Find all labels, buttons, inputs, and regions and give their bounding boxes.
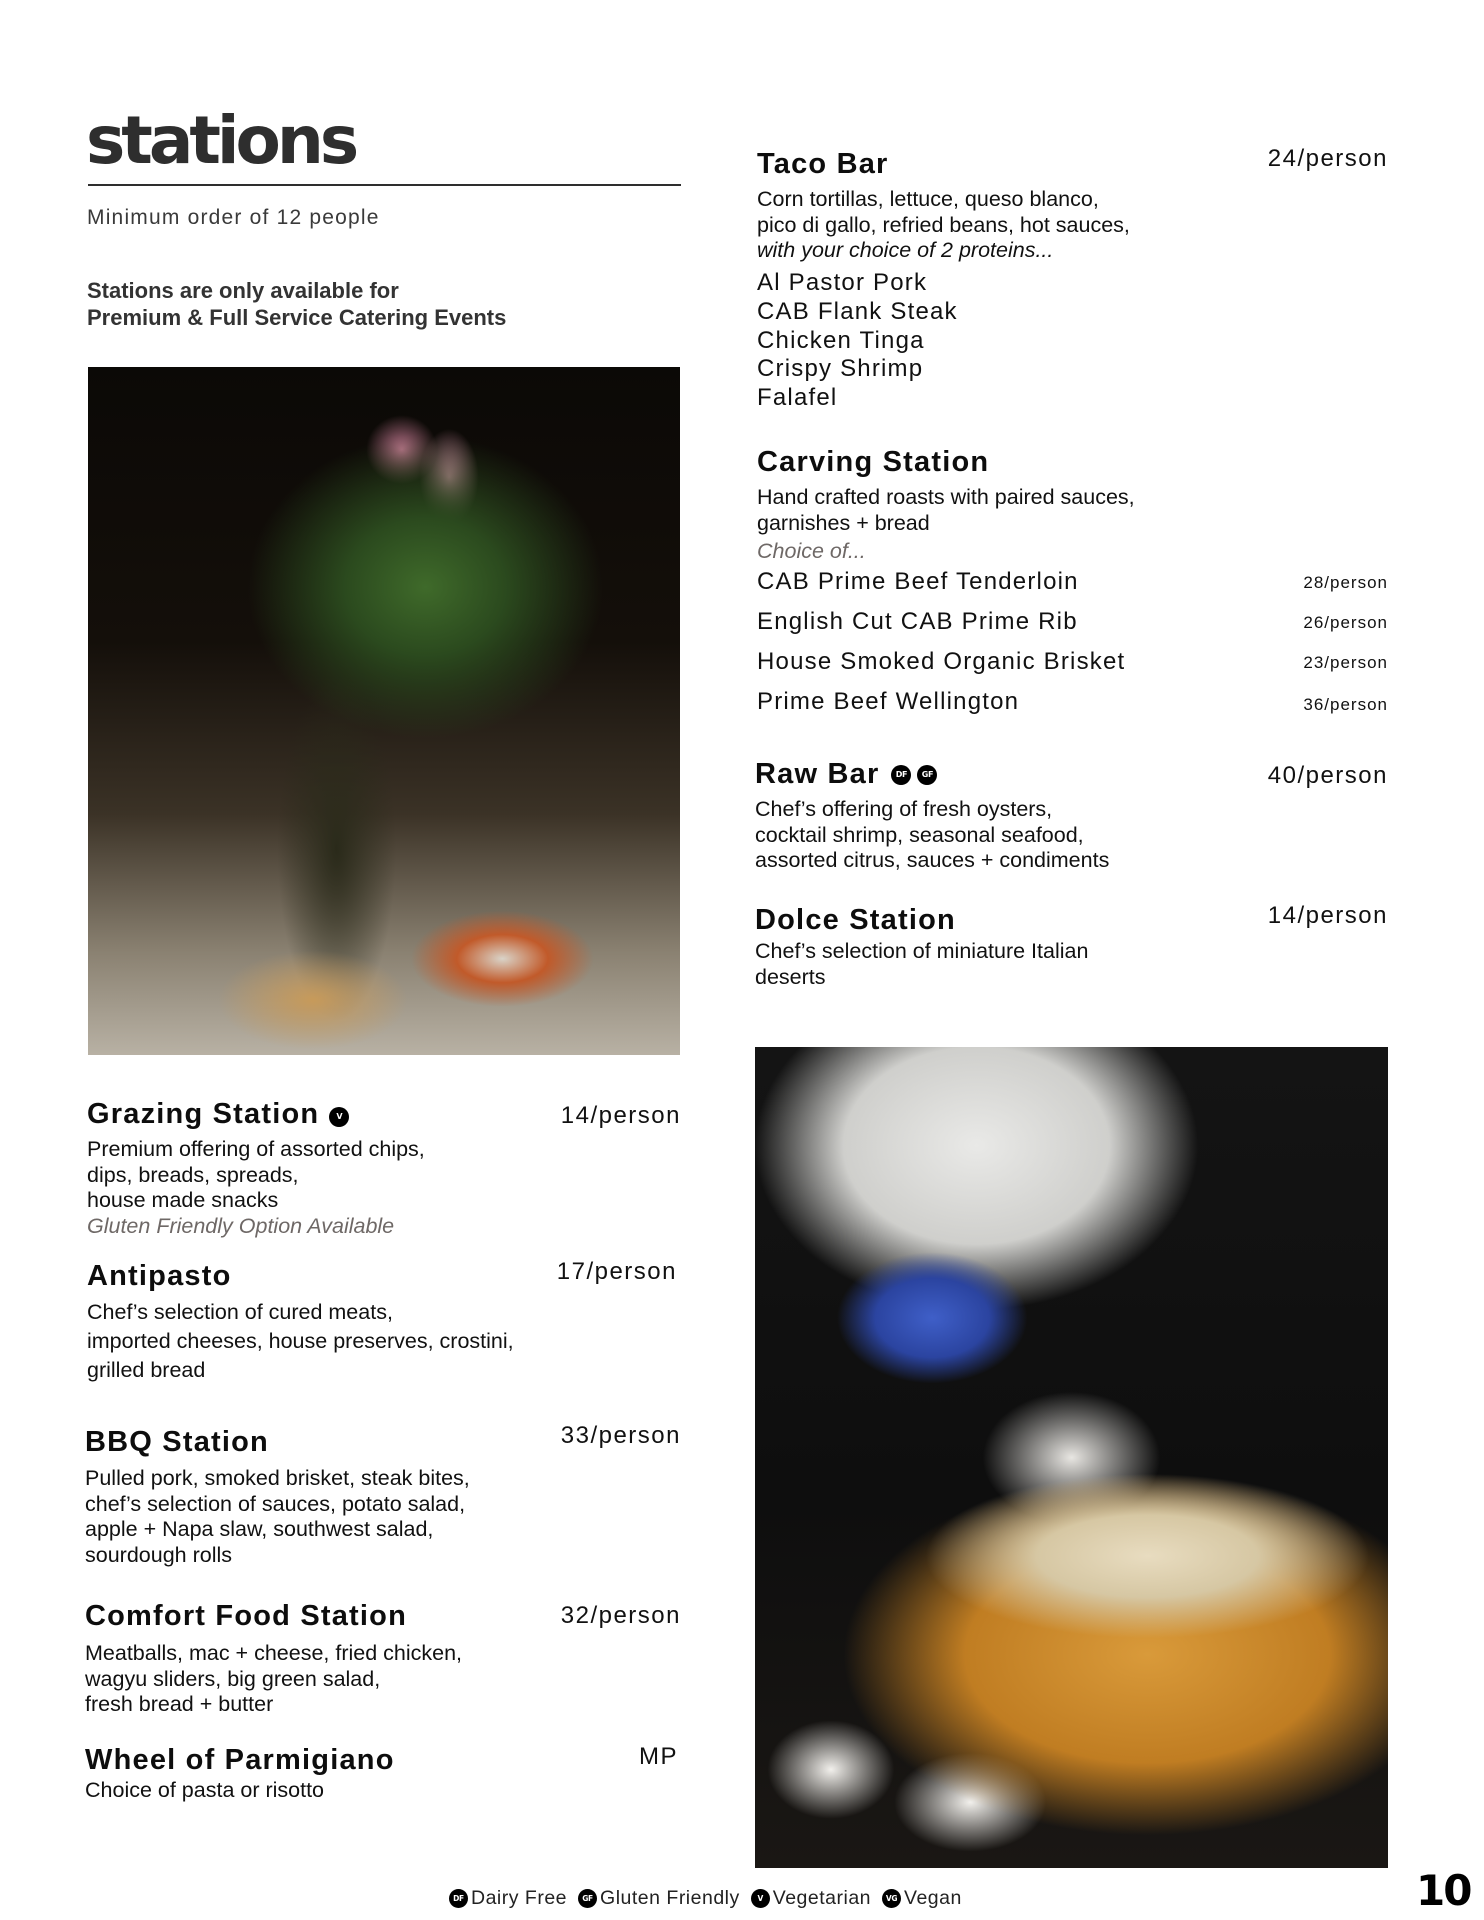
carving-option-price: 36/person: [1303, 695, 1388, 714]
carving-option-price: 28/person: [1303, 573, 1388, 592]
carving-options-list: [757, 562, 1388, 722]
taco-bar-protein-list: [757, 269, 1388, 413]
dolce-desc-2: deserts: [755, 964, 826, 989]
bbq-desc-1: Pulled pork, smoked brisket, steak bites,: [85, 1466, 470, 1490]
parmigiano-title: Wheel of Parmigiano: [85, 1744, 395, 1776]
grazing-station-price: 14/person: [560, 1102, 681, 1129]
page-title: stations: [86, 102, 356, 179]
protein-item: Crispy Shrimp: [757, 355, 924, 383]
grazing-desc-1: Premium offering of assorted chips,: [87, 1137, 425, 1161]
comfort-desc-3: fresh bread + butter: [85, 1692, 274, 1716]
raw-bar-section: [755, 760, 1388, 874]
parmigiano-section: [85, 1743, 678, 1804]
carving-option-name: English Cut CAB Prime Rib: [757, 608, 1078, 635]
bbq-station-price: 33/person: [560, 1422, 681, 1449]
taco-bar-protein-prompt: with your choice of 2 proteins...: [757, 238, 1054, 262]
grazing-station-title: Grazing Station: [87, 1098, 320, 1130]
carving-choice-note: Choice of...: [757, 539, 866, 563]
grazing-gluten-note: Gluten Friendly Option Available: [87, 1213, 395, 1238]
carving-option-row: [757, 682, 1388, 722]
raw-bar-desc-3: assorted citrus, sauces + condiments: [755, 848, 1110, 872]
bbq-desc-3: apple + Napa slaw, southwest salad,: [85, 1517, 434, 1541]
carving-option-row: [757, 642, 1388, 682]
protein-item: Chicken Tinga: [757, 326, 925, 354]
legend-label: Vegan: [904, 1887, 962, 1909]
dietary-legend: [449, 1887, 973, 1910]
antipasto-desc-3: grilled bread: [87, 1358, 206, 1382]
carving-option-name: CAB Prime Beef Tenderloin: [757, 568, 1079, 595]
carving-station-title: Carving Station: [757, 446, 990, 478]
comfort-food-title: Comfort Food Station: [85, 1600, 408, 1632]
carving-option-price: 26/person: [1303, 613, 1388, 632]
carving-option-row: [757, 562, 1388, 602]
dairy-free-badge-icon: DF: [449, 1889, 468, 1908]
bbq-desc-4: sourdough rolls: [85, 1542, 233, 1567]
vegetarian-badge-icon: V: [329, 1107, 349, 1127]
legend-item-vegetarian: [751, 1887, 871, 1910]
chef-parmigiano-photo: [755, 1047, 1388, 1868]
carving-option-name: House Smoked Organic Brisket: [757, 648, 1126, 675]
parmigiano-desc: Choice of pasta or risotto: [85, 1778, 325, 1802]
protein-item: CAB Flank Steak: [757, 297, 958, 325]
legend-label: Dairy Free: [471, 1887, 568, 1909]
legend-item-vegan: [882, 1887, 962, 1910]
dolce-station-price: 14/person: [1267, 902, 1388, 929]
taco-bar-desc-2: pico di gallo, refried beans, hot sauces,: [757, 212, 1130, 237]
antipasto-title: Antipasto: [87, 1260, 232, 1292]
title-divider: [88, 184, 681, 186]
taco-bar-desc-1: Corn tortillas, lettuce, queso blanco,: [757, 187, 1099, 211]
bbq-station-section: [85, 1422, 681, 1568]
carving-option-price: 23/person: [1303, 653, 1388, 672]
legend-item-gluten-friendly: [578, 1887, 740, 1910]
comfort-desc-1: Meatballs, mac + cheese, fried chicken,: [85, 1641, 463, 1665]
minimum-order-note: Minimum order of 12 people: [87, 206, 380, 229]
dinner-table-photo: [88, 367, 680, 1055]
legend-label: Vegetarian: [772, 1887, 872, 1909]
carving-desc-1: Hand crafted roasts with paired sauces,: [757, 485, 1135, 509]
carving-station-section: [757, 448, 1388, 722]
parmigiano-price: MP: [639, 1743, 678, 1770]
page-number: 10: [1416, 1866, 1471, 1915]
legend-label: Gluten Friendly: [600, 1887, 740, 1909]
raw-bar-desc-2: cocktail shrimp, seasonal seafood,: [755, 822, 1084, 847]
raw-bar-price: 40/person: [1267, 762, 1388, 789]
vegetarian-badge-icon: V: [751, 1889, 770, 1908]
grazing-station-section: [87, 1100, 681, 1239]
bbq-station-title: BBQ Station: [85, 1426, 269, 1458]
bbq-desc-2: chef’s selection of sauces, potato salad,: [85, 1491, 466, 1516]
taco-bar-title: Taco Bar: [757, 148, 889, 180]
grazing-desc-3: house made snacks: [87, 1188, 279, 1212]
comfort-food-price: 32/person: [560, 1602, 681, 1629]
dolce-desc-1: Chef’s selection of miniature Italian: [755, 939, 1089, 963]
protein-item: Falafel: [757, 384, 838, 412]
vegan-badge-icon: VG: [882, 1889, 901, 1908]
dolce-station-section: [755, 902, 1388, 990]
raw-bar-title: Raw Bar: [755, 758, 880, 790]
dairy-free-badge-icon: DF: [891, 765, 911, 785]
antipasto-desc-2: imported cheeses, house preserves, crostini,: [87, 1329, 514, 1353]
antipasto-section: [87, 1258, 677, 1385]
carving-option-row: [757, 602, 1388, 642]
raw-bar-desc-1: Chef’s offering of fresh oysters,: [755, 797, 1053, 821]
protein-item: Al Pastor Pork: [757, 269, 928, 296]
antipasto-desc-1: Chef’s selection of cured meats,: [87, 1300, 393, 1324]
notice-line-1: Stations are only available for: [87, 278, 399, 303]
taco-bar-section: [757, 145, 1388, 413]
legend-item-dairy-free: [449, 1887, 567, 1910]
availability-notice: [87, 277, 506, 331]
carving-option-name: Prime Beef Wellington: [757, 688, 1020, 715]
dolce-station-title: Dolce Station: [755, 904, 956, 936]
carving-desc-2: garnishes + bread: [757, 510, 930, 535]
notice-line-2: Premium & Full Service Catering Events: [87, 305, 507, 330]
taco-bar-price: 24/person: [1267, 145, 1388, 172]
comfort-desc-2: wagyu sliders, big green salad,: [85, 1666, 381, 1691]
grazing-desc-2: dips, breads, spreads,: [87, 1162, 299, 1187]
antipasto-price: 17/person: [556, 1258, 677, 1285]
gluten-friendly-badge-icon: GF: [578, 1889, 597, 1908]
gluten-friendly-badge-icon: GF: [917, 765, 937, 785]
comfort-food-section: [85, 1602, 681, 1718]
